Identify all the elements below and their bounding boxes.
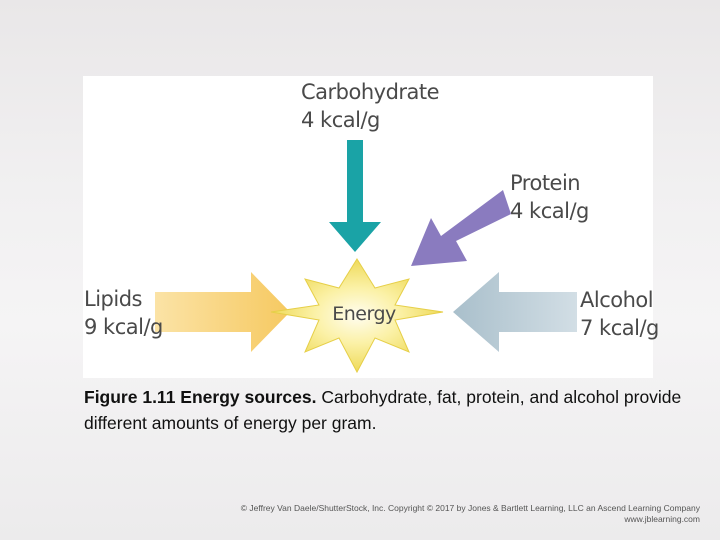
copyright-notice: [180, 503, 700, 525]
alcohol-name: Alcohol: [580, 288, 654, 312]
carbohydrate-name: Carbohydrate: [301, 80, 440, 104]
carbohydrate-label: [301, 78, 439, 134]
lipids-arrow: [155, 272, 290, 352]
alcohol-energy: 7 kcal/g: [580, 316, 659, 340]
protein-label: [510, 169, 589, 225]
alcohol-label: [580, 286, 659, 342]
energy-label: Energy: [332, 303, 396, 325]
carbohydrate-energy: 4 kcal/g: [301, 108, 380, 132]
caption-title: Figure 1.11 Energy sources.: [84, 387, 317, 407]
lipids-energy: 9 kcal/g: [84, 315, 163, 339]
copyright-line-1: © Jeffrey Van Daele/ShutterStock, Inc. Copyright © 2017 by Jones & Bartlett Learning, LLC an Ascend Learning Company: [240, 503, 700, 513]
protein-energy: 4 kcal/g: [510, 199, 589, 223]
alcohol-arrow: [453, 272, 577, 352]
caption-text: Carbohydrate, fat, protein, and alcohol provide different amounts of energy per gram.: [84, 387, 682, 433]
lipids-name: Lipids: [84, 287, 142, 311]
figure-caption: [84, 384, 684, 436]
protein-arrow: [411, 190, 511, 266]
protein-name: Protein: [510, 171, 581, 195]
lipids-label: [84, 285, 163, 341]
energy-sources-figure: [83, 76, 659, 378]
carbohydrate-arrow: [329, 140, 381, 252]
copyright-line-2: www.jblearning.com: [624, 514, 700, 524]
